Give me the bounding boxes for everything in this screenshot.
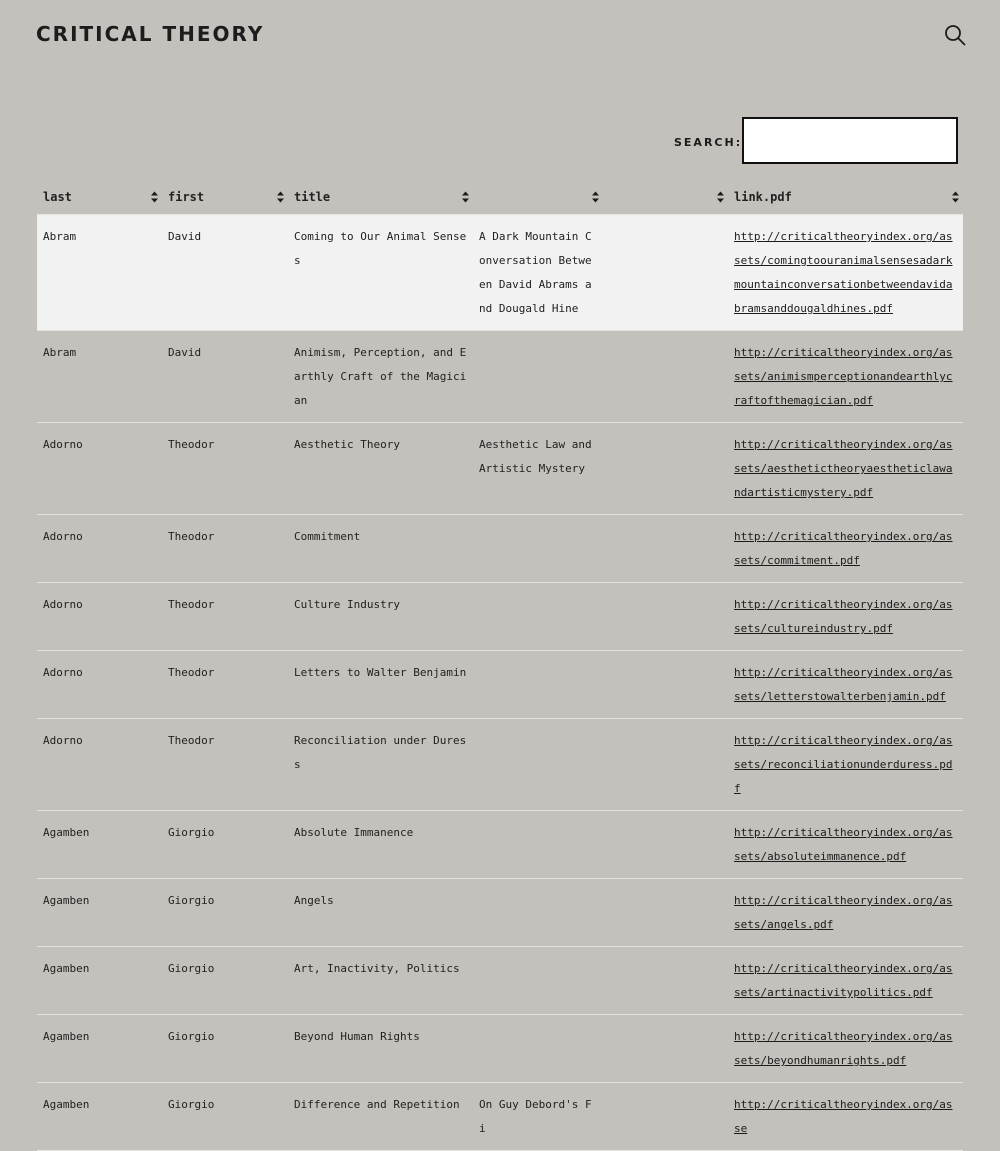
pdf-link[interactable]: http://criticaltheoryindex.org/assets/letterstowalterbenjamin.pdf xyxy=(734,666,953,703)
cell-subtitle xyxy=(473,1015,603,1083)
pdf-link[interactable]: http://criticaltheoryindex.org/assets/comingtoouranimalsensesadarkmountainconversationbetweendavidabramsanddougaldhines.pdf xyxy=(734,230,953,315)
search-input[interactable] xyxy=(742,117,958,164)
cell-last: Agamben xyxy=(37,947,162,1015)
table-row xyxy=(37,583,963,651)
cell-first: Theodor xyxy=(162,719,288,811)
site-title[interactable]: CRITICAL THEORY xyxy=(36,22,265,46)
table-row xyxy=(37,1083,963,1151)
pdf-link[interactable]: http://criticaltheoryindex.org/assets/absoluteimmanence.pdf xyxy=(734,826,953,863)
cell-first: Giorgio xyxy=(162,947,288,1015)
cell-link xyxy=(728,947,963,1015)
cell-extra xyxy=(603,879,728,947)
cell-title: Difference and Repetition xyxy=(288,1083,473,1151)
sort-icon xyxy=(277,192,284,203)
cell-subtitle: Aesthetic Law and Artistic Mystery xyxy=(473,423,603,515)
table-row xyxy=(37,947,963,1015)
table-row xyxy=(37,215,963,331)
cell-title: Culture Industry xyxy=(288,583,473,651)
pdf-link[interactable]: http://criticaltheoryindex.org/asse xyxy=(734,1098,953,1135)
cell-subtitle: A Dark Mountain Conversation Between David Abrams and Dougald Hine xyxy=(473,215,603,331)
cell-title: Art, Inactivity, Politics xyxy=(288,947,473,1015)
cell-subtitle: On Guy Debord's Fi xyxy=(473,1083,603,1151)
pdf-link[interactable]: http://criticaltheoryindex.org/assets/artinactivitypolitics.pdf xyxy=(734,962,953,999)
cell-subtitle xyxy=(473,947,603,1015)
column-header-last[interactable] xyxy=(37,180,162,215)
cell-subtitle xyxy=(473,515,603,583)
cell-title: Coming to Our Animal Senses xyxy=(288,215,473,331)
sort-icon xyxy=(592,192,599,203)
cell-subtitle xyxy=(473,879,603,947)
cell-last: Agamben xyxy=(37,811,162,879)
column-header-link[interactable] xyxy=(728,180,963,215)
cell-link xyxy=(728,515,963,583)
cell-extra xyxy=(603,331,728,423)
search-label: SEARCH: xyxy=(674,136,743,149)
cell-first: Theodor xyxy=(162,583,288,651)
sort-icon xyxy=(717,192,724,203)
cell-first: Theodor xyxy=(162,423,288,515)
cell-title: Animism, Perception, and Earthly Craft of the Magician xyxy=(288,331,473,423)
column-header-label: title xyxy=(294,190,331,204)
cell-extra xyxy=(603,1083,728,1151)
cell-link xyxy=(728,583,963,651)
cell-extra xyxy=(603,811,728,879)
table-row xyxy=(37,651,963,719)
pdf-link[interactable]: http://criticaltheoryindex.org/assets/angels.pdf xyxy=(734,894,953,931)
cell-title: Commitment xyxy=(288,515,473,583)
sort-icon xyxy=(151,192,158,203)
cell-link xyxy=(728,1015,963,1083)
column-header-label: last xyxy=(43,190,72,204)
column-header-label: first xyxy=(168,190,205,204)
cell-link xyxy=(728,423,963,515)
cell-first: Theodor xyxy=(162,515,288,583)
cell-extra xyxy=(603,515,728,583)
table-header-row xyxy=(37,180,963,215)
cell-title: Letters to Walter Benjamin xyxy=(288,651,473,719)
cell-first: Giorgio xyxy=(162,811,288,879)
sort-icon xyxy=(952,192,959,203)
cell-last: Adorno xyxy=(37,423,162,515)
cell-first: Giorgio xyxy=(162,879,288,947)
cell-subtitle xyxy=(473,331,603,423)
cell-subtitle xyxy=(473,719,603,811)
cell-link xyxy=(728,811,963,879)
table-body xyxy=(37,215,963,1151)
cell-first: David xyxy=(162,331,288,423)
table-row xyxy=(37,331,963,423)
cell-extra xyxy=(603,1015,728,1083)
column-header-subtitle[interactable] xyxy=(473,180,603,215)
cell-title: Angels xyxy=(288,879,473,947)
cell-link xyxy=(728,331,963,423)
pdf-link[interactable]: http://criticaltheoryindex.org/assets/commitment.pdf xyxy=(734,530,953,567)
column-header-label: link.pdf xyxy=(734,190,792,204)
column-header-extra[interactable] xyxy=(603,180,728,215)
table-search xyxy=(674,117,962,168)
pdf-link[interactable]: http://criticaltheoryindex.org/assets/aesthetictheoryaestheticlawandartisticmystery.pdf xyxy=(734,438,953,499)
cell-extra xyxy=(603,423,728,515)
cell-last: Abram xyxy=(37,331,162,423)
search-icon[interactable] xyxy=(944,24,966,46)
column-header-title[interactable] xyxy=(288,180,473,215)
data-table xyxy=(37,180,963,1151)
cell-title: Aesthetic Theory xyxy=(288,423,473,515)
column-header-first[interactable] xyxy=(162,180,288,215)
cell-title: Absolute Immanence xyxy=(288,811,473,879)
cell-subtitle xyxy=(473,811,603,879)
table-row xyxy=(37,423,963,515)
cell-title: Reconciliation under Duress xyxy=(288,719,473,811)
table-row xyxy=(37,879,963,947)
cell-extra xyxy=(603,651,728,719)
table-row xyxy=(37,811,963,879)
cell-link xyxy=(728,879,963,947)
cell-last: Agamben xyxy=(37,879,162,947)
table-row xyxy=(37,719,963,811)
cell-last: Adorno xyxy=(37,651,162,719)
pdf-link[interactable]: http://criticaltheoryindex.org/assets/reconciliationunderduress.pdf xyxy=(734,734,953,795)
cell-link xyxy=(728,651,963,719)
cell-subtitle xyxy=(473,583,603,651)
cell-first: Giorgio xyxy=(162,1015,288,1083)
cell-last: Adorno xyxy=(37,719,162,811)
cell-link xyxy=(728,719,963,811)
cell-last: Adorno xyxy=(37,583,162,651)
cell-extra xyxy=(603,947,728,1015)
pdf-link[interactable]: http://criticaltheoryindex.org/assets/beyondhumanrights.pdf xyxy=(734,1030,953,1067)
cell-subtitle xyxy=(473,651,603,719)
sort-icon xyxy=(462,192,469,203)
magnifier-icon xyxy=(944,24,966,46)
cell-last: Abram xyxy=(37,215,162,331)
cell-link xyxy=(728,215,963,331)
cell-extra xyxy=(603,215,728,331)
cell-first: Giorgio xyxy=(162,1083,288,1151)
cell-extra xyxy=(603,583,728,651)
cell-extra xyxy=(603,719,728,811)
cell-last: Adorno xyxy=(37,515,162,583)
table-row xyxy=(37,1015,963,1083)
cell-link xyxy=(728,1083,963,1151)
cell-last: Agamben xyxy=(37,1083,162,1151)
cell-first: Theodor xyxy=(162,651,288,719)
cell-last: Agamben xyxy=(37,1015,162,1083)
table-row xyxy=(37,515,963,583)
pdf-link[interactable]: http://criticaltheoryindex.org/assets/animismperceptionandearthlycraftofthemagician.pdf xyxy=(734,346,953,407)
cell-first: David xyxy=(162,215,288,331)
pdf-link[interactable]: http://criticaltheoryindex.org/assets/cultureindustry.pdf xyxy=(734,598,953,635)
cell-title: Beyond Human Rights xyxy=(288,1015,473,1083)
